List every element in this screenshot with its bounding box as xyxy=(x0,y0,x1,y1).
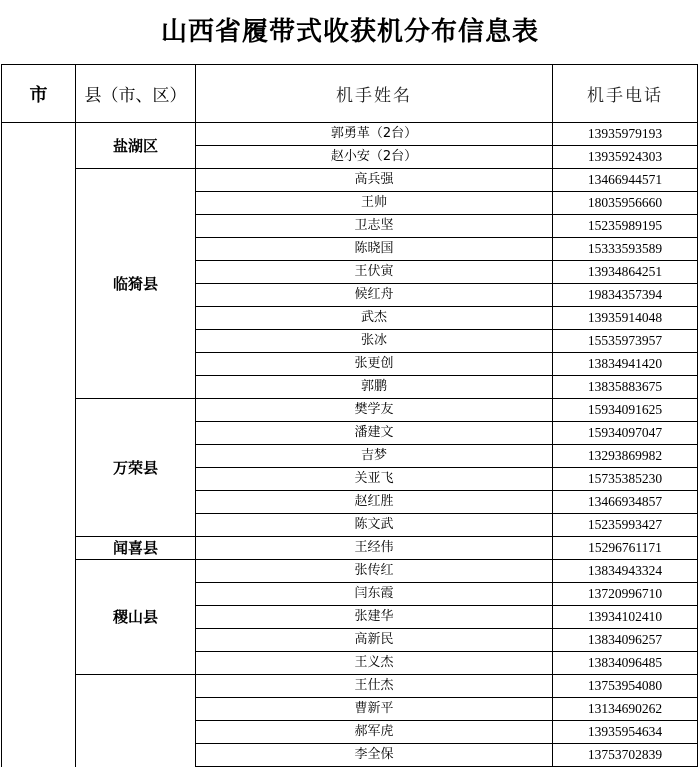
operator-name: 曹新平 xyxy=(196,698,553,721)
operator-phone: 15296761171 xyxy=(553,537,698,560)
table-row xyxy=(2,169,698,192)
operator-phone: 13466944571 xyxy=(553,169,698,192)
operator-phone: 15934091625 xyxy=(553,399,698,422)
operator-name: 闫东霞 xyxy=(196,583,553,606)
table-row xyxy=(2,399,698,422)
table-body xyxy=(2,123,698,767)
operator-name: 王帅 xyxy=(196,192,553,215)
header-row xyxy=(2,65,698,123)
header-phone: 机手电话 xyxy=(553,65,698,123)
operator-name: 郭勇革（2台） xyxy=(196,123,553,146)
operator-name: 陈文武 xyxy=(196,514,553,537)
operator-phone: 13753702839 xyxy=(553,744,698,767)
operator-name: 郭鹏 xyxy=(196,376,553,399)
operator-name: 王义杰 xyxy=(196,652,553,675)
operator-phone: 13935979193 xyxy=(553,123,698,146)
operator-phone: 13834096485 xyxy=(553,652,698,675)
operator-phone: 13935954634 xyxy=(553,721,698,744)
operator-name: 赵红胜 xyxy=(196,491,553,514)
operator-phone: 13834096257 xyxy=(553,629,698,652)
operator-phone: 13934864251 xyxy=(553,261,698,284)
operator-name: 高新民 xyxy=(196,629,553,652)
county-cell: 闻喜县 xyxy=(76,537,196,560)
operator-name: 潘建文 xyxy=(196,422,553,445)
operator-name: 武杰 xyxy=(196,307,553,330)
operator-phone: 18035956660 xyxy=(553,192,698,215)
operator-name: 李全保 xyxy=(196,744,553,767)
operator-name: 卫志坚 xyxy=(196,215,553,238)
operator-phone: 13834943324 xyxy=(553,560,698,583)
header-name: 机手姓名 xyxy=(196,65,553,123)
operator-phone: 13720996710 xyxy=(553,583,698,606)
operator-name: 陈晓国 xyxy=(196,238,553,261)
table-row xyxy=(2,123,698,146)
county-cell: 万荣县 xyxy=(76,399,196,537)
operator-phone: 13466934857 xyxy=(553,491,698,514)
county-cell: 盐湖区 xyxy=(76,123,196,169)
operator-name: 高兵强 xyxy=(196,169,553,192)
operator-phone: 13134690262 xyxy=(553,698,698,721)
harvester-table xyxy=(1,64,698,767)
operator-phone: 15235993427 xyxy=(553,514,698,537)
city-cell xyxy=(2,123,76,767)
operator-phone: 13834941420 xyxy=(553,353,698,376)
operator-phone: 13293869982 xyxy=(553,445,698,468)
operator-phone: 15535973957 xyxy=(553,330,698,353)
table-row xyxy=(2,675,698,698)
operator-name: 张更创 xyxy=(196,353,553,376)
operator-phone: 13935914048 xyxy=(553,307,698,330)
table-row xyxy=(2,560,698,583)
county-cell: 临猗县 xyxy=(76,169,196,399)
operator-phone: 15333593589 xyxy=(553,238,698,261)
operator-name: 张冰 xyxy=(196,330,553,353)
county-cell: 稷山县 xyxy=(76,560,196,675)
operator-phone: 13753954080 xyxy=(553,675,698,698)
operator-name: 赵小安（2台） xyxy=(196,146,553,169)
operator-phone: 13935924303 xyxy=(553,146,698,169)
operator-phone: 15735385230 xyxy=(553,468,698,491)
operator-name: 王伏寅 xyxy=(196,261,553,284)
page-title: 山西省履带式收获机分布信息表 xyxy=(160,17,539,47)
operator-name: 郝军虎 xyxy=(196,721,553,744)
operator-phone: 13835883675 xyxy=(553,376,698,399)
operator-name: 樊学友 xyxy=(196,399,553,422)
operator-name: 关亚飞 xyxy=(196,468,553,491)
operator-name: 张建华 xyxy=(196,606,553,629)
operator-phone: 13934102410 xyxy=(553,606,698,629)
header-city: 市 xyxy=(2,65,76,123)
operator-name: 候红舟 xyxy=(196,284,553,307)
table-row xyxy=(2,537,698,560)
operator-phone: 19834357394 xyxy=(553,284,698,307)
operator-phone: 15235989195 xyxy=(553,215,698,238)
header-county: 县（市、区） xyxy=(76,65,196,123)
county-cell xyxy=(76,675,196,767)
operator-name: 张传红 xyxy=(196,560,553,583)
operator-name: 王经伟 xyxy=(196,537,553,560)
operator-phone: 15934097047 xyxy=(553,422,698,445)
operator-name: 王仕杰 xyxy=(196,675,553,698)
operator-name: 吉梦 xyxy=(196,445,553,468)
